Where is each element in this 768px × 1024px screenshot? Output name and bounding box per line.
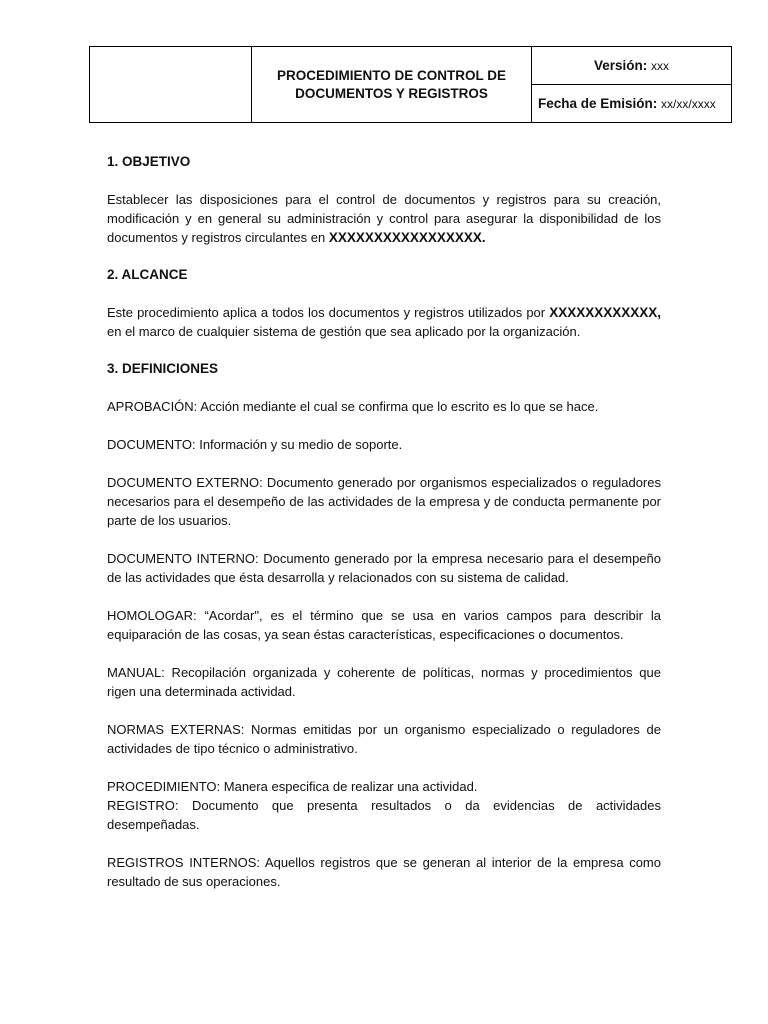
definition-item-documento-interno: DOCUMENTO INTERNO: Documento generado por la empresa necesario para el desempeño de las actividades que ésta desarrolla y relacionados con su sistema de calidad. bbox=[107, 551, 661, 585]
definition-item-registros-internos: REGISTROS INTERNOS: Aquellos registros que se generan al interior de la empresa como resultado de sus operaciones. bbox=[107, 855, 661, 889]
fecha-label: Fecha de Emisión: bbox=[538, 96, 658, 111]
version-cell bbox=[532, 47, 732, 85]
definition-item-manual: MANUAL: Recopilación organizada y coherente de políticas, normas y procedimientos que rigen una determinada actividad. bbox=[107, 665, 661, 699]
document-title-line1: PROCEDIMIENTO DE CONTROL DE bbox=[276, 67, 507, 83]
objetivo-entity-placeholder: XXXXXXXXXXXXXXXXX. bbox=[328, 230, 486, 245]
document-title bbox=[252, 47, 532, 123]
definition-item-aprobacion: APROBACIÓN: Acción mediante el cual se confirma que lo escrito es lo que se hace. bbox=[107, 399, 599, 414]
alcance-paragraph bbox=[107, 303, 661, 341]
document-title-line2: DOCUMENTOS Y REGISTROS bbox=[295, 85, 488, 101]
definition-item-procedimiento: PROCEDIMIENTO: Manera especifica de realizar una actividad. bbox=[107, 779, 478, 794]
section-heading-alcance: 2. ALCANCE bbox=[107, 267, 188, 282]
definition-item-homologar: HOMOLOGAR: “Acordar", es el término que se usa en varios campos para describir la equiparación de las cosas, ya sean éstas características, especificaciones o documentos. bbox=[107, 608, 661, 642]
logo-placeholder-cell bbox=[90, 47, 252, 123]
objetivo-paragraph bbox=[107, 190, 661, 247]
version-label: Versión: bbox=[593, 58, 648, 73]
section-heading-definiciones: 3. DEFINICIONES bbox=[107, 361, 219, 376]
definition-item-normas-externas: NORMAS EXTERNAS: Normas emitidas por un organismo especializado o reguladores de actividades de tipo técnico o administrativo. bbox=[107, 722, 661, 756]
document-body bbox=[107, 152, 661, 891]
section-heading-objetivo: 1. OBJETIVO bbox=[107, 154, 191, 169]
alcance-entity-placeholder: XXXXXXXXXXXX, bbox=[549, 305, 661, 320]
document-header-table bbox=[89, 46, 732, 123]
alcance-text-after: en el marco de cualquier sistema de gestión que sea aplicado por la organización. bbox=[107, 324, 581, 339]
alcance-text-before: Este procedimiento aplica a todos los documentos y registros utilizados por bbox=[107, 305, 546, 320]
fecha-cell bbox=[532, 85, 732, 123]
version-value: xxx bbox=[651, 59, 670, 73]
definition-item-registro: REGISTRO: Documento que presenta resultados o da evidencias de actividades desempeñadas. bbox=[107, 798, 661, 832]
objetivo-text: Establecer las disposiciones para el control de documentos y registros para su creación, modificación y en general su administración y control para asegurar la disponibilidad de los documentos y registros circulantes en bbox=[107, 192, 661, 245]
definition-item-documento: DOCUMENTO: Información y su medio de soporte. bbox=[107, 437, 403, 452]
fecha-value: xx/xx/xxxx bbox=[661, 97, 716, 111]
definition-item-documento-externo: DOCUMENTO EXTERNO: Documento generado por organismos especializados o reguladores necesarios para el desempeño de las actividades de la empresa y de conducta permanente por parte de los usuarios. bbox=[107, 475, 661, 528]
